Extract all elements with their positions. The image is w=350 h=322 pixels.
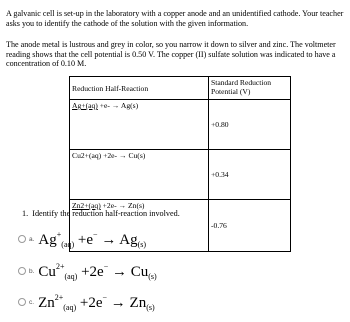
potential-cell: +0.34 xyxy=(209,150,291,200)
reaction-species: Zn2+(aq) xyxy=(72,201,101,210)
table-header-row xyxy=(70,77,291,100)
reaction-species: Cu2+(aq) xyxy=(72,151,102,160)
reaction-rest: +2e- → Cu(s) xyxy=(101,151,146,160)
radio-button[interactable] xyxy=(18,298,26,306)
reaction-rest: +e- → Ag(s) xyxy=(97,101,139,110)
reaction-species: Ag+(aq) xyxy=(72,101,98,110)
problem-paragraph-1: A galvanic cell is set-up in the laboratory with a copper anode and an unidentified cathode. Your teacher asks you to identify the cathode of the solution with the given information. xyxy=(6,9,344,28)
potential-cell: -0.76 xyxy=(209,200,291,252)
option-b[interactable] xyxy=(18,258,157,284)
reaction-cell xyxy=(70,150,209,200)
potential-cell: +0.80 xyxy=(209,100,291,150)
option-letter: c. xyxy=(29,298,35,306)
question-text: Identify the reduction half-reaction involved. xyxy=(32,209,180,218)
table-row xyxy=(70,100,291,150)
option-c[interactable] xyxy=(18,289,155,315)
option-letter: b. xyxy=(29,267,35,275)
table-row xyxy=(70,150,291,200)
radio-button[interactable] xyxy=(18,267,26,275)
option-formula: $Ag^+_{(aq)} +e^- \to Ag_{(s)}$ xyxy=(38,229,147,249)
question-prompt xyxy=(22,209,180,218)
option-letter: a. xyxy=(29,235,35,243)
reaction-cell xyxy=(70,100,209,150)
header-potential: Standard Reduction Potential (V) xyxy=(209,77,291,100)
option-a[interactable] xyxy=(18,226,146,252)
radio-button[interactable] xyxy=(18,235,26,243)
reaction-rest: +2e- → Zn(s) xyxy=(100,201,145,210)
problem-paragraph-2: The anode metal is lustrous and grey in color, so you narrow it down to silver and zinc. The voltmeter reading shows that the cell potential is 0.50 V. The copper (II) sulfate solution was indicated to have a concentration of 0.10 M. xyxy=(6,40,336,69)
question-number: 1. xyxy=(22,209,29,218)
header-reaction: Reduction Half-Reaction xyxy=(70,77,209,100)
option-formula: $Zn^{2+}_{(aq)} +2e^- \to Zn_{(s)}$ xyxy=(38,292,155,312)
option-formula: $Cu^{2+}_{(aq)} +2e^- \to Cu_{(s)}$ xyxy=(38,261,157,281)
